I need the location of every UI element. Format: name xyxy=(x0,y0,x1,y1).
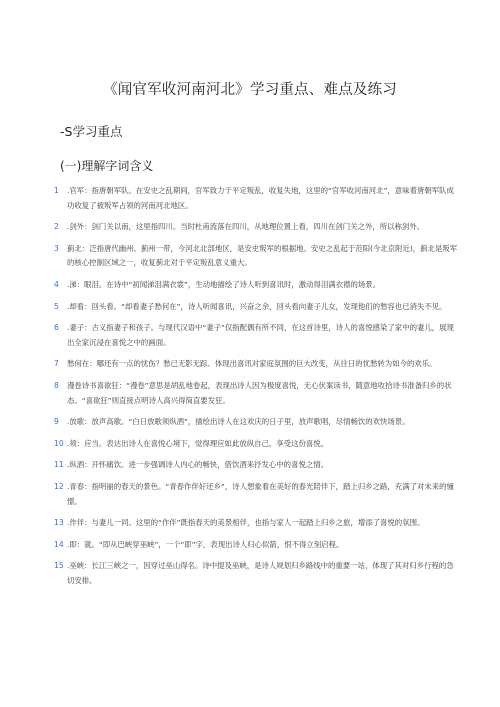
item-number: 5 xyxy=(54,301,59,311)
sub-heading: (一)理解字词含义 xyxy=(60,159,154,173)
item-text: .巫峡：长江三峡之一，因穿过巫山得名。诗中提及巫峡，是诗人规划归乡路线中的重要一站，体现了其对归乡行程的急切安排。 xyxy=(67,561,454,585)
list-item xyxy=(54,458,459,473)
list-item xyxy=(54,220,459,235)
list-item xyxy=(54,538,459,553)
item-number: 3 xyxy=(54,243,59,253)
item-number: 13 xyxy=(54,518,64,528)
vocabulary-list xyxy=(54,184,459,595)
item-text: 愁何在：哪还有一点的忧伤？愁已无影无踪。体现出喜讯对家庭氛围的巨大改变，从往日的忧愁转为如今的欢乐。 xyxy=(67,359,437,369)
list-item xyxy=(54,480,459,509)
list-item xyxy=(54,321,459,350)
item-text: .涕：眼泪。在诗中“初闻涕泪满衣裳”，生动地描绘了诗人听到喜讯时，激动得泪满衣襟的场景。 xyxy=(67,279,381,289)
list-item xyxy=(54,437,459,452)
item-text: .即：就。“即从巴峡穿巫峡”，一个“即”字，表现出诗人归心似箭，恨不得立刻启程。 xyxy=(67,539,344,549)
item-text: 漫卷诗书喜欲狂：“漫卷”意思是胡乱地卷起，表现出诗人因为极度喜悦，无心伏案读书，随意地收拾诗书准备归乡的状态。“喜欲狂”则直接点明诗人高兴得简直要发狂。 xyxy=(67,380,452,405)
section-heading: -S学习重点 xyxy=(60,124,123,139)
item-number: 15 xyxy=(54,561,64,571)
item-text: .官军：指唐朝军队。在安史之乱期间，官军致力于平定叛乱，收复失地，这里的“官军收河南河北”，意味着唐朝军队成功收复了被叛军占领的河南河北地区。 xyxy=(67,186,454,210)
item-text: .纵酒：开怀痛饮。进一步强调诗人内心的畅快，借饮酒来抒发心中的喜悦之情。 xyxy=(67,460,329,470)
item-text: .作伴：与妻儿一同。这里的“作伴”既指春天的美景相伴，也指与家人一起踏上归乡之旅，增添了喜悦的氛围。 xyxy=(67,518,425,528)
item-number: 4 xyxy=(54,279,59,289)
item-text: .须：应当。表达出诗人在喜悦心境下，觉得理应如此放纵自己，享受这份喜悦。 xyxy=(67,438,329,448)
item-number: 8 xyxy=(54,380,59,390)
item-number: 11 xyxy=(54,460,64,470)
item-text: 蓟北：泛指唐代幽州、蓟州一带，今河北北部地区，是安史叛军的根据地。安史之乱起于范阳(今北京附近)，蓟北是叛军的核心控制区域之一，收复蓟北对于平定叛乱意义重大。 xyxy=(67,243,458,268)
item-text: .青春：指明丽的春天的景色。“青春作伴好还乡”，诗人想象着在美好的春光陪伴下，踏上归乡之路，充满了对未来的憧憬。 xyxy=(67,481,454,506)
item-number: 14 xyxy=(54,539,64,549)
list-item xyxy=(54,559,459,588)
list-item xyxy=(54,242,459,271)
list-item xyxy=(54,357,459,372)
list-item xyxy=(54,379,459,408)
item-text: .剑外：剑门关以南，这里指四川。当时杜甫流落在四川，从地理位置上看，四川在剑门关之外，所以称剑外。 xyxy=(67,222,425,232)
item-text: .妻子：古义指妻子和孩子。与现代汉语中“妻子”仅指配偶有所不同，在这首诗里，诗人的喜悦感染了家中的妻儿，展现出全家沉浸在喜悦之中的画面。 xyxy=(67,323,454,347)
list-item xyxy=(54,278,459,293)
item-number: 7 xyxy=(54,359,59,369)
list-item xyxy=(54,184,459,213)
list-item xyxy=(54,300,459,315)
item-number: 10 xyxy=(54,438,64,448)
list-item xyxy=(54,516,459,531)
item-text: .却看：回头看。“却看妻子愁何在”，诗人听闻喜讯，兴奋之余，回头看向妻子儿女，发现他们的愁容也已消失不见。 xyxy=(67,301,447,311)
item-number: 12 xyxy=(54,481,64,491)
item-number: 6 xyxy=(54,323,59,333)
item-number: 2 xyxy=(54,222,59,232)
document-title: 《闻官军收河南河北》学习重点、难点及练习 xyxy=(103,82,397,98)
item-text: .放歌：放声高歌。“白日放歌须纵酒”，描绘出诗人在这欢庆的日子里，放声歌唱，尽情畅饮的欢快场景。 xyxy=(67,417,410,427)
item-number: 1 xyxy=(54,186,59,195)
item-number: 9 xyxy=(54,417,59,427)
list-item xyxy=(54,415,459,430)
